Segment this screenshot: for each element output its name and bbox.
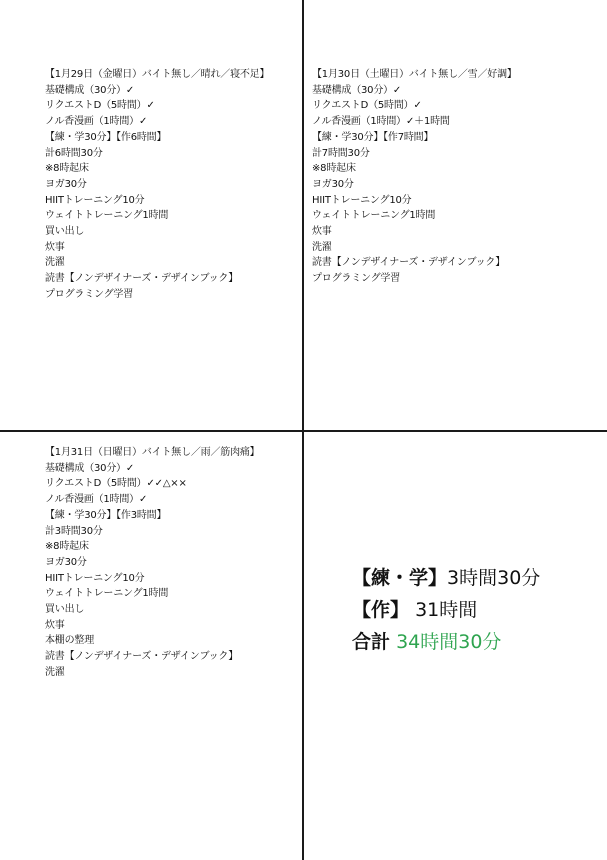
log-line: 基礎構成（30分）✓ <box>312 84 402 96</box>
log-line: HIITトレーニング10分 <box>312 194 412 206</box>
log-line: 読書【ノンデザイナーズ・デザインブック】 <box>312 257 505 269</box>
log-line: 洗濯 <box>45 257 65 269</box>
summary-practice <box>352 562 602 594</box>
log-line: 【練・学30分】【作7時間】 <box>312 131 434 143</box>
day-panel-jan29 <box>45 67 295 303</box>
summary-work-value: 31時間 <box>415 599 478 621</box>
log-line: 計6時間30分 <box>45 147 103 159</box>
day-header: 【1月30日（土曜日）バイト無し／雪／好調】 <box>312 69 517 80</box>
day-panel-jan31 <box>45 445 295 681</box>
log-line: HIITトレーニング10分 <box>45 194 145 206</box>
log-line: リクエストD（5時間）✓ <box>45 100 155 112</box>
log-line: プログラミング学習 <box>312 273 400 285</box>
log-line: 【練・学30分】【作3時間】 <box>45 509 167 521</box>
log-line: 読書【ノンデザイナーズ・デザインブック】 <box>45 651 238 663</box>
day-panel-jan30 <box>312 67 602 287</box>
log-line: ウェイトトレーニング1時間 <box>45 588 169 600</box>
log-line: 買い出し <box>45 226 85 238</box>
log-line: 読書【ノンデザイナーズ・デザインブック】 <box>45 273 238 285</box>
log-line: ヨガ30分 <box>312 178 354 190</box>
log-line: ※8時起床 <box>45 541 89 553</box>
log-line: 炊事 <box>45 241 65 253</box>
log-line: リクエストD（5時間）✓✓△×× <box>45 478 187 490</box>
summary-total-label: 合計 <box>352 631 391 653</box>
summary-practice-label: 【練・学】 <box>352 567 448 589</box>
log-line: ヨガ30分 <box>45 556 87 568</box>
log-line: 計3時間30分 <box>45 525 103 537</box>
log-line: ウェイトトレーニング1時間 <box>45 210 169 222</box>
day-header: 【1月31日（日曜日）バイト無し／雨／筋肉痛】 <box>45 447 260 458</box>
log-line: 基礎構成（30分）✓ <box>45 84 135 96</box>
weekly-summary <box>352 562 602 658</box>
summary-practice-value: 3時間30分 <box>447 567 541 589</box>
log-line: ヨガ30分 <box>45 178 87 190</box>
summary-total-value: 34時間30分 <box>396 631 502 653</box>
log-line: リクエストD（5時間）✓ <box>312 100 422 112</box>
log-line: ※8時起床 <box>312 163 356 175</box>
log-line: 【練・学30分】【作6時間】 <box>45 131 167 143</box>
log-line: 洗濯 <box>312 241 332 253</box>
log-line: 買い出し <box>45 604 85 616</box>
log-line: ノル香漫画（1時間）✓ <box>45 116 148 128</box>
log-line: ノル香漫画（1時間）✓＋1時間 <box>312 116 450 128</box>
log-line: 炊事 <box>45 619 65 631</box>
log-line: ノル香漫画（1時間）✓ <box>45 494 148 506</box>
log-line: 本棚の整理 <box>45 635 94 647</box>
log-line: HIITトレーニング10分 <box>45 572 145 584</box>
log-line: プログラミング学習 <box>45 288 133 300</box>
summary-total <box>352 626 602 658</box>
log-line: 基礎構成（30分）✓ <box>45 462 135 474</box>
log-line: 洗濯 <box>45 666 65 678</box>
summary-work-label: 【作】 <box>352 599 410 621</box>
log-line: ウェイトトレーニング1時間 <box>312 210 436 222</box>
horizontal-divider <box>0 430 607 432</box>
day-header: 【1月29日（金曜日）バイト無し／晴れ／寝不足】 <box>45 69 270 80</box>
summary-work <box>352 594 602 626</box>
log-line: 計7時間30分 <box>312 147 370 159</box>
log-line: 炊事 <box>312 226 332 238</box>
log-line: ※8時起床 <box>45 163 89 175</box>
